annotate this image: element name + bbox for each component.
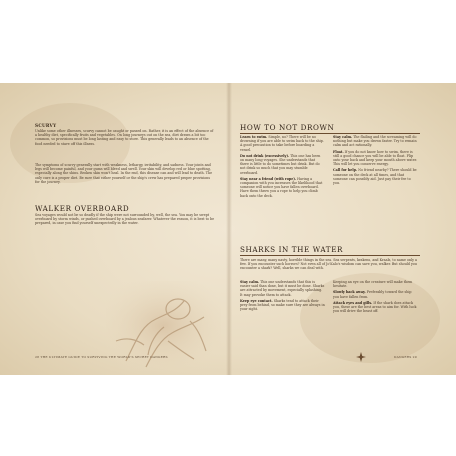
drown-tip xyxy=(240,177,325,198)
walker-overboard-heading: WALKER OVERBOARD xyxy=(35,204,130,213)
shark-tip-lead: Slowly back away. xyxy=(333,290,366,295)
sharks-heading: SHARKS IN THE WATER xyxy=(240,245,344,254)
drown-tip xyxy=(333,168,418,185)
shark-tip-lead: Stay calm. xyxy=(240,280,260,284)
left-page-footer: 28 THE ULTIMATE GUIDE TO SURVIVING THE WORLD'S SECRET DANGERS xyxy=(35,355,168,359)
shark-tip xyxy=(240,280,325,297)
drown-tip xyxy=(240,154,325,175)
shark-tip-lead: Keep eye contact. xyxy=(240,298,273,303)
sharks-col-1 xyxy=(240,280,325,311)
drown-tip xyxy=(333,150,418,167)
book-spread xyxy=(0,83,456,375)
drown-tip xyxy=(240,135,325,152)
shark-tip-text: This one understands that this is easier said than done, but it must be done. Sharks are attracted by movement, especially splashing. It may provoke them to attack. xyxy=(240,280,325,297)
flourish-ornament-icon xyxy=(355,351,367,363)
shark-tip xyxy=(333,301,418,314)
drown-col-2 xyxy=(333,135,418,185)
shark-tip-text: Preferably toward the ship you have fallen from. xyxy=(333,290,412,299)
drown-tip-text: No friend nearby? There should be someone on the deck at all times, and that someone can possibly aid. Just pay their fee to you. xyxy=(333,168,417,186)
shark-tip-lead: Attack eyes and gills. xyxy=(333,300,373,305)
walker-overboard-paragraph: Sea voyages would not be so deadly if the ship were not surrounded by, well, the sea. You may be swept overboard by storm winds, or pushed overboard by a jealous seafarer. Whatever the reason, it is best to be prepared, in case you find yourself unexpectedly in the water. xyxy=(35,213,215,226)
drown-tip-text: If you do not know how to swim, there is still a good chance you will be able to float. Flip onto your back and keep your mouth above water. This will let you conserve energy. xyxy=(333,149,417,167)
drown-tip-lead: Learn to swim. xyxy=(240,135,268,139)
drown-tip-text: The flailing and the screaming will do nothing but make you drown faster. Try to remain calm and act rationally. xyxy=(333,135,417,148)
sharks-intro: There are many, many nasty, horrible things in the sea. Sea serpents, krakens, and Kraals, to name only a few. If you encounter such horrors? Not even all of Jo'Kalo's wisdom can save you, walker. But should you encounter a shark? Well, sharks we can deal with. xyxy=(240,258,418,271)
drown-tip xyxy=(333,135,418,148)
sharks-col-2 xyxy=(333,280,418,313)
scurvy-heading: SCURVY xyxy=(35,123,57,128)
scurvy-paragraph-2: The symptoms of scurvy generally start with weakness, lethargy, irritability, and sadness. Your joints and legs will become painful, and your gums will bleed and swell. Your skin will develop red or blue spotting, especially along the shins. Broken skin won't heal. In the end, this disease can and will lead to death. The only cure is a proper diet. Be sure that either yourself or the ship's crew has prepared proper provisions for the journey. xyxy=(35,163,213,184)
shark-tip-text: Sharks tend to attack their prey from behind, so make sure they are always in your sight. xyxy=(240,298,325,312)
shark-tip xyxy=(240,299,325,312)
right-page-footer: DANGERS 29 xyxy=(394,355,417,359)
drown-tip-lead: Do not drink (excessively). xyxy=(240,153,290,158)
drown-tip-lead: Call for help. xyxy=(333,168,358,173)
drown-tip-lead: Float. xyxy=(333,149,344,154)
drown-col-1 xyxy=(240,135,325,198)
drown-tip-lead: Stay calm. xyxy=(333,135,353,139)
page-gutter xyxy=(226,83,232,375)
drown-tip-lead: Stay near a friend (with rope). xyxy=(240,176,297,181)
drown-tip-text: Simple, no? There will be no drowning if you are able to swim back to the ship. A good precaution to take before boarding a vessel. xyxy=(240,135,324,152)
drown-tip-text: This one has been on many long voyages. She understands that there is little to do sometimes but drink. But do not drink so much that you may stumble overboard. xyxy=(240,153,321,175)
drown-tip-text: Having a companion with you increases the likelihood that someone will notice you have fallen overboard. Have them throw you a rope to help you climb back onto the deck. xyxy=(240,176,323,198)
shark-tip-text: Keeping an eye on the creature will make them hesitate. xyxy=(333,280,413,289)
drown-heading: HOW TO NOT DROWN xyxy=(240,123,335,132)
shark-tip xyxy=(333,280,418,288)
shark-tip xyxy=(333,290,418,298)
drown-heading-rule xyxy=(240,133,420,134)
sharks-heading-rule xyxy=(240,255,420,256)
shark-tip-text: If the shark does attack you, these are the best areas to aim for. With luck you will drive the beast off. xyxy=(333,300,417,314)
scurvy-paragraph-1: Unlike some other illnesses, scurvy cannot be caught or passed on. Rather, it is an effect of the absence of a healthy diet, specifically fruits and vegetables. On long journeys out on the sea, diet drawn a bit too common, so provisions must be long lasting and easy to store. This generally leads to an absence of the food needed to stave off this illness. xyxy=(35,129,214,146)
